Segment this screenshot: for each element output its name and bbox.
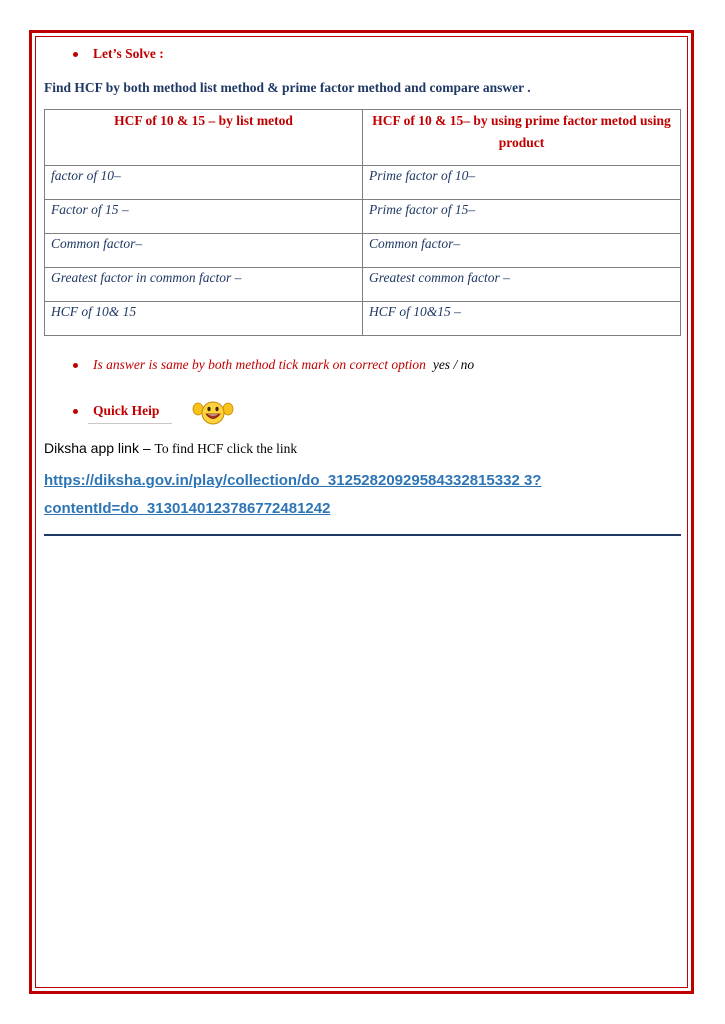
- bullet-icon: [73, 52, 78, 57]
- lets-solve-heading: [73, 46, 164, 62]
- yes-no-options: yes / no: [432, 357, 475, 372]
- table-row: [45, 234, 681, 268]
- diksha-link[interactable]: https://diksha.gov.in/play/collection/do_31252820929584332815332 3?contentId=do_3130140123786772481242: [44, 472, 542, 517]
- table-row: [45, 200, 681, 234]
- table-header-row: [45, 110, 681, 166]
- table-cell: HCF of 10& 15: [45, 302, 363, 336]
- table-cell: Prime factor of 15–: [363, 200, 681, 234]
- diksha-label: Diksha app link –: [44, 440, 151, 456]
- quick-help-heading: [73, 403, 159, 419]
- table-cell: Common factor–: [363, 234, 681, 268]
- question-text: Is answer is same by both method tick mark on correct option: [93, 357, 426, 372]
- quick-help-underline: [88, 423, 172, 424]
- table-cell: Prime factor of 10–: [363, 166, 681, 200]
- question-line: [73, 357, 474, 373]
- table-cell: Greatest common factor –: [363, 268, 681, 302]
- quick-help-label: Quick Heip: [93, 403, 160, 418]
- diksha-instruction: To find HCF click the link: [154, 441, 298, 456]
- diksha-line: [44, 440, 297, 457]
- table-row: [45, 166, 681, 200]
- table-cell: Greatest factor in common factor –: [45, 268, 363, 302]
- bullet-icon: [73, 363, 78, 368]
- table-cell: factor of 10–: [45, 166, 363, 200]
- table-cell: Factor of 15 –: [45, 200, 363, 234]
- lets-solve-label: Let’s Solve :: [93, 46, 164, 61]
- thumbs-up-smiley-icon: [192, 398, 234, 426]
- divider-line: [44, 534, 681, 536]
- table-header-list-method: HCF of 10 & 15 – by list metod: [45, 110, 363, 166]
- table-cell: Common factor–: [45, 234, 363, 268]
- instruction-text: Find HCF by both method list method & prime factor method and compare answer .: [44, 80, 531, 95]
- table-header-prime-method: HCF of 10 & 15– by using prime factor metod using product: [363, 110, 681, 166]
- table-row: [45, 302, 681, 336]
- bullet-icon: [73, 409, 78, 414]
- hcf-table: [44, 109, 681, 336]
- table-row: [45, 268, 681, 302]
- table-cell: HCF of 10&15 –: [363, 302, 681, 336]
